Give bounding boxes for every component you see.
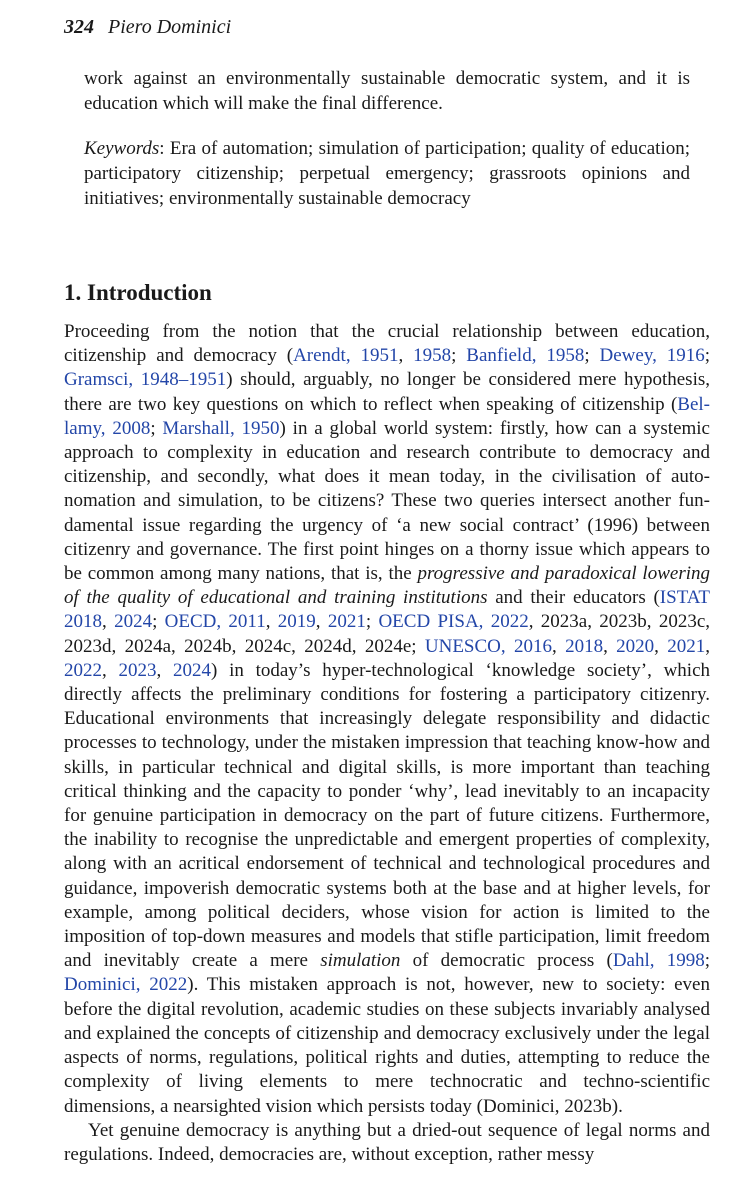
- citation-link[interactable]: 2021: [327, 611, 366, 633]
- body-text-segment: ) in a global world system: firstly, how can a systemic approach to complexity in education and research contribute to democracy and citizenship, and secondly, what does it mean today, in the civilisation of autonomation and simulation, to be citizens? These two queries intersect another fundamental issue regarding the urgency of ‘a new social contract’ (1996) between citizenry and governance. The first point hinges on a thorny issue which appears to be common among many nations, that is, the: [64, 417, 710, 585]
- citation-link[interactable]: UNESCO, 2016: [424, 635, 552, 657]
- emphasis-text: progressive and paradoxical lowering of the quality of educational and training institutions: [64, 563, 710, 609]
- running-author: Piero Dominici: [108, 16, 232, 38]
- page-number: 324: [64, 16, 94, 38]
- body-text-segment: ;: [584, 345, 600, 367]
- body-text-segment: of democratic process (: [400, 950, 613, 972]
- keywords-list: : Era of automation; simulation of participation; quality of education; participatory citizenship; perpetual emergency; grassroots opinions and initiatives; environmentally sustainable democracy: [84, 138, 690, 209]
- body-text: [64, 320, 710, 1167]
- citation-link[interactable]: 2024: [114, 611, 153, 633]
- body-text-segment: ,: [156, 659, 173, 681]
- citation-link[interactable]: ISTAT 2018: [64, 587, 710, 633]
- body-paragraph: [64, 320, 710, 1119]
- citation-link[interactable]: 1958: [413, 345, 452, 367]
- citation-link[interactable]: Gramsci, 1948–1951: [64, 369, 227, 391]
- body-text-segment: ) should, arguably, no longer be considered mere hypothesis, there are two key questions on which to reflect when speaking of citizenship (: [64, 369, 710, 415]
- section-heading: 1. Introduction: [64, 280, 212, 305]
- citation-link[interactable]: Dahl, 1998: [612, 950, 705, 972]
- abstract-text: work against an environmentally sustainable democratic system, and it is education which will make the final difference.: [84, 68, 690, 114]
- body-text-segment: ,: [102, 659, 119, 681]
- body-text-segment: ,: [705, 635, 711, 657]
- citation-link[interactable]: Bellamy, 2008: [64, 393, 710, 439]
- body-text-segment: Proceeding from the notion that the crucial relationship between education, citizenship and democracy (: [64, 321, 710, 367]
- citation-link[interactable]: Dominici, 2022: [64, 974, 188, 996]
- body-text-segment: ;: [704, 950, 710, 972]
- citation-link[interactable]: Marshall, 1950: [162, 417, 280, 439]
- emphasis-text: simulation: [320, 950, 401, 972]
- body-text-segment: ,: [265, 611, 278, 633]
- citation-link[interactable]: OECD PISA, 2022: [378, 611, 529, 633]
- citation-link[interactable]: Banfield, 1958: [466, 345, 585, 367]
- body-text-segment: , 2023a, 2023b, 2023c, 2023d, 2024a, 2024b, 2024c, 2024d, 2024e;: [64, 611, 711, 657]
- body-text-segment: ). This mistaken approach is not, however, new to society: even before the digital revolution, academic studies on these subjects invariably analysed and explained the concepts of citizenship and democracy exclusively under the legal aspects of norms, regulations, political rights and duties, attempting to reduce the complexity of living elements to mere technocratic and techno-scientific dimensions, a nearsighted vision which persists today (Dominici, 2023b).: [64, 974, 710, 1117]
- body-text-segment: ,: [315, 611, 328, 633]
- running-header: [64, 14, 231, 40]
- body-text-segment: ,: [654, 635, 668, 657]
- citation-link[interactable]: 2018: [565, 635, 604, 657]
- citation-link[interactable]: OECD, 2011: [164, 611, 266, 633]
- citation-link[interactable]: 2022: [64, 659, 102, 681]
- keywords-line: [84, 136, 690, 211]
- keywords-label: Keywords: [84, 138, 160, 159]
- citation-link[interactable]: 2019: [277, 611, 316, 633]
- body-paragraph-2: Yet genuine democracy is anything but a dried-out sequence of legal norms and regulations. Indeed, democracies are, without exception, rather messy: [64, 1119, 710, 1165]
- body-text-segment: ;: [152, 611, 165, 633]
- body-text-segment: ;: [704, 345, 711, 367]
- body-text-segment: ) in today’s hyper-technological ‘knowledge society’, which directly affects the preliminary conditions for fostering a participatory citizenry. Educational environments that increasingly delegate responsibility and didactic processes to technology, under the mistaken impression that teaching know-how and skills, in particular technical and digital skills, is more important than teaching critical thinking and the capacity to ponder ‘why’, lead inevitably to an incapacity for genuine participation in democracy on the part of future citizens. Furthermore, the inability to recognise the unpredictable and emergent properties of complexity, along with an acritical endorsement of technical and technological procedures and guidance, impoverish democratic systems both at the base and at higher levels, for example, among political deciders, whose vision for action is limited to the imposition of top-down measures and models that stifle participation, limit freedom and inevitably create a mere: [64, 659, 711, 972]
- body-text-segment: ,: [102, 611, 115, 633]
- body-text-segment: ,: [398, 345, 414, 367]
- citation-link[interactable]: 2021: [667, 635, 706, 657]
- citation-link[interactable]: 2020: [616, 635, 655, 657]
- citation-link[interactable]: 2023: [118, 659, 157, 681]
- body-text-segment: ;: [150, 417, 163, 439]
- citation-link[interactable]: Dewey, 1916: [599, 345, 705, 367]
- citation-link[interactable]: 2024: [173, 659, 211, 681]
- body-text-segment: ,: [551, 635, 566, 657]
- abstract-continuation: [84, 66, 690, 211]
- body-text-segment: ;: [451, 345, 467, 367]
- citation-link[interactable]: Arendt, 1951: [293, 345, 399, 367]
- body-text-segment: ;: [365, 611, 379, 633]
- body-text-segment: and their educators (: [487, 587, 660, 609]
- body-text-segment: ,: [603, 635, 617, 657]
